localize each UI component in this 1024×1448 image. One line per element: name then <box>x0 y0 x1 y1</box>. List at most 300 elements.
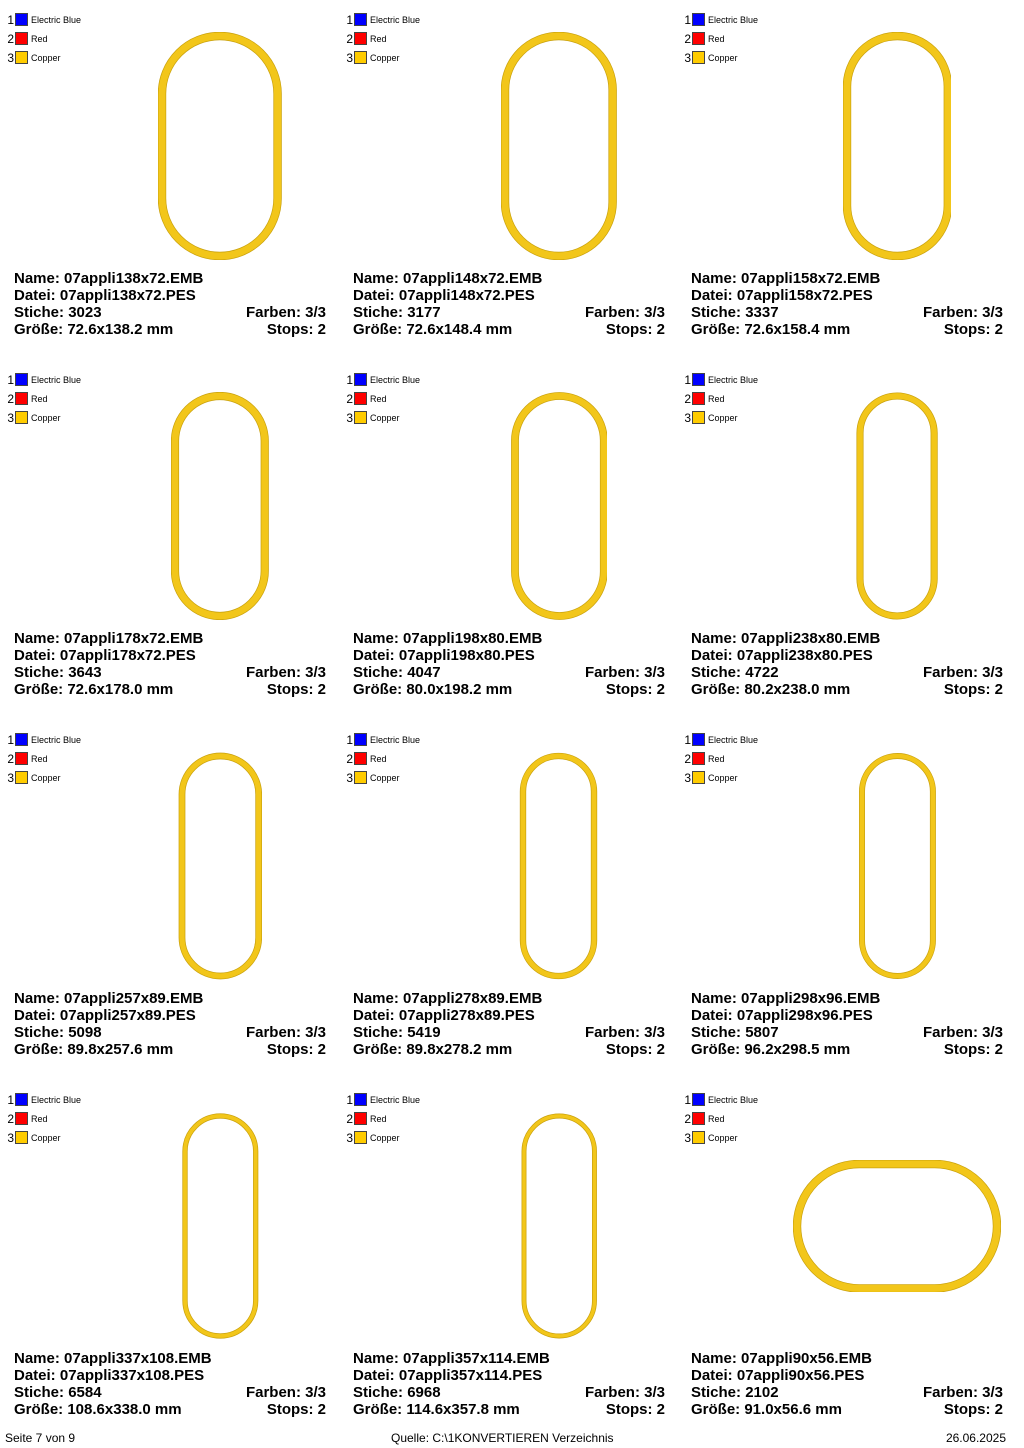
stitch-count-label: Stiche: <box>691 304 742 321</box>
legend-color-name: Electric Blue <box>31 14 82 25</box>
stop-count-label: Stops: <box>266 321 314 338</box>
color-legend <box>6 1090 81 1147</box>
color-swatch <box>692 1093 705 1106</box>
design-info <box>14 270 326 338</box>
design-size-label: Größe: <box>353 321 403 338</box>
legend-color-name: Copper <box>31 412 61 423</box>
stop-count-label: Stops: <box>943 1041 991 1058</box>
color-count <box>923 664 1003 681</box>
color-swatch <box>354 1131 367 1144</box>
design-file-label: Datei: <box>691 287 733 304</box>
design-size <box>353 1041 512 1058</box>
legend-color-name: Electric Blue <box>708 374 759 385</box>
design-info <box>353 990 665 1058</box>
color-count <box>246 304 326 321</box>
stop-count <box>606 681 665 698</box>
color-swatch <box>15 1131 28 1144</box>
color-legend <box>345 1090 420 1147</box>
stop-count-value: 2 <box>656 681 665 698</box>
color-legend <box>345 370 420 427</box>
legend-item <box>345 370 420 389</box>
color-count-value: 3/3 <box>305 304 326 321</box>
legend-item <box>345 389 420 408</box>
legend-item <box>345 29 420 48</box>
color-swatch <box>692 1131 705 1144</box>
color-legend <box>6 10 81 67</box>
color-count-value: 3/3 <box>982 1384 1003 1401</box>
design-file-label: Datei: <box>691 1007 733 1024</box>
legend-item <box>683 749 758 768</box>
info-line <box>691 1350 1003 1367</box>
color-count-label: Farben: <box>922 664 978 681</box>
info-line <box>691 647 1003 664</box>
color-legend <box>6 370 81 427</box>
info-line <box>353 270 665 287</box>
color-count-value: 3/3 <box>644 304 665 321</box>
design-size-value: 96.2x298.5 mm <box>744 1041 851 1058</box>
color-legend <box>345 730 420 787</box>
legend-number: 2 <box>7 31 14 46</box>
info-line <box>691 630 1003 647</box>
stitch-count-value: 5098 <box>68 1024 102 1041</box>
design-name-label: Name: <box>353 270 399 287</box>
design-size-label: Größe: <box>14 681 64 698</box>
color-legend <box>683 1090 758 1147</box>
legend-number: 1 <box>346 1092 353 1107</box>
design-name-label: Name: <box>14 1350 60 1367</box>
info-line <box>691 1401 1003 1418</box>
design-file <box>14 287 196 304</box>
design-card <box>339 720 677 1080</box>
stop-count-label: Stops: <box>605 1041 653 1058</box>
stop-count-value: 2 <box>994 321 1003 338</box>
legend-item <box>345 1109 420 1128</box>
legend-color-name: Copper <box>370 1132 400 1143</box>
stitch-count <box>691 1384 779 1401</box>
color-count <box>923 304 1003 321</box>
legend-color-name: Copper <box>31 772 61 783</box>
legend-number: 3 <box>7 410 14 425</box>
legend-item <box>6 1128 81 1147</box>
legend-color-name: Red <box>708 393 725 404</box>
legend-item <box>6 1109 81 1128</box>
color-count-value: 3/3 <box>982 1024 1003 1041</box>
legend-color-name: Copper <box>708 772 738 783</box>
info-line <box>353 287 665 304</box>
color-swatch <box>354 392 367 405</box>
legend-number: 3 <box>7 770 14 785</box>
stop-count-value: 2 <box>656 321 665 338</box>
design-file-value: 07appli278x89.PES <box>398 1007 535 1024</box>
color-count-label: Farben: <box>245 1024 301 1041</box>
applique-outline-shape <box>171 392 269 620</box>
design-file <box>353 1367 542 1384</box>
design-name <box>14 270 203 287</box>
design-size <box>14 681 173 698</box>
design-file-value: 07appli298x96.PES <box>736 1007 873 1024</box>
legend-color-name: Red <box>708 33 725 44</box>
color-count-label: Farben: <box>584 1024 640 1041</box>
color-swatch <box>354 411 367 424</box>
design-name-value: 07appli90x56.EMB <box>741 1350 872 1367</box>
stop-count-value: 2 <box>317 1401 326 1418</box>
stitch-count <box>14 1024 102 1041</box>
color-count <box>246 664 326 681</box>
design-info <box>14 990 326 1058</box>
info-line <box>353 321 665 338</box>
legend-item <box>6 10 81 29</box>
color-count-value: 3/3 <box>305 664 326 681</box>
legend-number: 1 <box>7 372 14 387</box>
design-size <box>691 1401 842 1418</box>
info-line <box>14 990 326 1007</box>
color-swatch <box>692 752 705 765</box>
stitch-count-value: 6968 <box>407 1384 441 1401</box>
applique-outline-shape <box>843 32 952 260</box>
design-name <box>353 630 542 647</box>
design-card <box>0 720 338 1080</box>
design-size-value: 80.2x238.0 mm <box>744 681 851 698</box>
source-path: Quelle: C:\1KONVERTIEREN Verzeichnis <box>391 1431 614 1445</box>
legend-color-name: Red <box>31 33 48 44</box>
legend-item <box>345 408 420 427</box>
design-size-label: Größe: <box>353 681 403 698</box>
color-swatch <box>692 32 705 45</box>
design-name-label: Name: <box>353 630 399 647</box>
design-file-label: Datei: <box>353 647 395 664</box>
design-file-value: 07appli198x80.PES <box>398 647 535 664</box>
color-swatch <box>15 392 28 405</box>
legend-item <box>345 1090 420 1109</box>
design-size <box>353 681 512 698</box>
color-count-label: Farben: <box>245 1384 301 1401</box>
design-info <box>353 1350 665 1418</box>
info-line <box>14 1401 326 1418</box>
design-name-label: Name: <box>691 1350 737 1367</box>
color-count <box>246 1024 326 1041</box>
design-name <box>14 990 203 1007</box>
design-name-label: Name: <box>353 1350 399 1367</box>
info-line <box>14 647 326 664</box>
color-count-value: 3/3 <box>982 304 1003 321</box>
design-file-value: 07appli148x72.PES <box>398 287 535 304</box>
stop-count-value: 2 <box>994 681 1003 698</box>
design-size-label: Größe: <box>14 1041 64 1058</box>
design-file <box>353 1007 535 1024</box>
legend-item <box>6 370 81 389</box>
stitch-count-label: Stiche: <box>353 664 404 681</box>
design-size-label: Größe: <box>691 1041 741 1058</box>
stitch-count-value: 3177 <box>407 304 441 321</box>
stitch-count <box>691 304 779 321</box>
legend-number: 3 <box>346 1130 353 1145</box>
legend-item <box>683 29 758 48</box>
color-swatch <box>15 1112 28 1125</box>
design-file <box>691 287 873 304</box>
stop-count <box>944 321 1003 338</box>
info-line <box>691 1041 1003 1058</box>
design-name-value: 07appli357x114.EMB <box>403 1350 550 1367</box>
design-name-label: Name: <box>14 270 60 287</box>
design-file <box>691 1007 873 1024</box>
legend-number: 1 <box>7 732 14 747</box>
stop-count-value: 2 <box>317 1041 326 1058</box>
stitch-count-label: Stiche: <box>353 1384 404 1401</box>
info-line <box>691 321 1003 338</box>
legend-item <box>683 408 758 427</box>
design-name-value: 07appli337x108.EMB <box>64 1350 212 1367</box>
design-file <box>353 287 535 304</box>
design-size <box>691 321 850 338</box>
applique-outline-shape <box>856 392 938 620</box>
color-legend <box>6 730 81 787</box>
design-card <box>677 720 1015 1080</box>
color-legend <box>683 370 758 427</box>
design-name <box>691 1350 872 1367</box>
info-line <box>353 990 665 1007</box>
stop-count-label: Stops: <box>266 681 314 698</box>
stop-count-label: Stops: <box>943 321 991 338</box>
info-line <box>353 304 665 321</box>
color-count-value: 3/3 <box>982 664 1003 681</box>
legend-number: 2 <box>346 391 353 406</box>
info-line <box>14 270 326 287</box>
legend-number: 3 <box>684 1130 691 1145</box>
legend-color-name: Electric Blue <box>31 374 82 385</box>
info-line <box>353 1024 665 1041</box>
legend-color-name: Copper <box>708 52 738 63</box>
print-date: 26.06.2025 <box>945 1431 1006 1445</box>
design-size <box>353 1401 520 1418</box>
page-number: Seite 7 von 9 <box>5 1431 76 1445</box>
design-file-label: Datei: <box>353 1007 395 1024</box>
legend-item <box>345 48 420 67</box>
legend-number: 1 <box>684 732 691 747</box>
legend-color-name: Copper <box>370 52 400 63</box>
info-line <box>353 1350 665 1367</box>
legend-number: 3 <box>346 770 353 785</box>
legend-number: 3 <box>346 410 353 425</box>
design-file-label: Datei: <box>353 287 395 304</box>
legend-color-name: Electric Blue <box>370 14 421 25</box>
legend-item <box>683 370 758 389</box>
stitch-count-value: 4047 <box>407 664 441 681</box>
color-count-label: Farben: <box>584 304 640 321</box>
legend-number: 1 <box>7 12 14 27</box>
color-swatch <box>15 13 28 26</box>
legend-item <box>683 48 758 67</box>
legend-item <box>345 749 420 768</box>
legend-color-name: Electric Blue <box>708 1094 759 1105</box>
design-info <box>14 630 326 698</box>
legend-color-name: Red <box>31 753 48 764</box>
color-count <box>246 1384 326 1401</box>
color-swatch <box>15 733 28 746</box>
color-swatch <box>354 13 367 26</box>
legend-number: 2 <box>684 751 691 766</box>
legend-color-name: Red <box>31 393 48 404</box>
design-name <box>691 270 880 287</box>
color-count-value: 3/3 <box>305 1024 326 1041</box>
legend-number: 1 <box>684 12 691 27</box>
legend-color-name: Red <box>708 1113 725 1124</box>
design-file-value: 07appli337x108.PES <box>59 1367 205 1384</box>
info-line <box>691 681 1003 698</box>
stitch-count-label: Stiche: <box>353 1024 404 1041</box>
legend-color-name: Red <box>370 1113 387 1124</box>
design-size-label: Größe: <box>353 1041 403 1058</box>
design-file-label: Datei: <box>14 287 56 304</box>
stitch-count <box>14 1384 102 1401</box>
design-info <box>353 630 665 698</box>
design-file <box>691 1367 864 1384</box>
color-swatch <box>354 752 367 765</box>
applique-outline-shape <box>511 392 608 620</box>
design-card <box>339 360 677 720</box>
legend-number: 1 <box>7 1092 14 1107</box>
design-card <box>677 360 1015 720</box>
design-size-label: Größe: <box>14 321 64 338</box>
stop-count-label: Stops: <box>943 1401 991 1418</box>
design-file <box>691 647 873 664</box>
design-size-label: Größe: <box>14 1401 64 1418</box>
info-line <box>14 1367 326 1384</box>
stitch-count-value: 5419 <box>407 1024 441 1041</box>
legend-item <box>6 1090 81 1109</box>
info-line <box>353 1384 665 1401</box>
design-file-label: Datei: <box>14 1367 56 1384</box>
legend-color-name: Red <box>708 753 725 764</box>
design-size-value: 89.8x278.2 mm <box>406 1041 513 1058</box>
stop-count-label: Stops: <box>266 1401 314 1418</box>
legend-item <box>345 1128 420 1147</box>
legend-number: 3 <box>7 50 14 65</box>
design-name-label: Name: <box>691 630 737 647</box>
legend-number: 1 <box>346 732 353 747</box>
color-swatch <box>354 373 367 386</box>
stop-count-label: Stops: <box>605 681 653 698</box>
info-line <box>14 287 326 304</box>
design-size <box>691 681 850 698</box>
design-file-value: 07appli178x72.PES <box>59 647 196 664</box>
stop-count-value: 2 <box>656 1401 665 1418</box>
design-size-value: 72.6x138.2 mm <box>67 321 174 338</box>
design-name <box>14 1350 212 1367</box>
design-name <box>691 990 880 1007</box>
design-name-value: 07appli238x80.EMB <box>741 630 881 647</box>
stitch-count-label: Stiche: <box>691 1384 742 1401</box>
info-line <box>353 630 665 647</box>
stop-count-label: Stops: <box>605 1401 653 1418</box>
stop-count <box>606 1401 665 1418</box>
stitch-count-value: 6584 <box>68 1384 102 1401</box>
design-name-label: Name: <box>691 270 737 287</box>
info-line <box>691 1007 1003 1024</box>
stop-count <box>944 1401 1003 1418</box>
legend-number: 3 <box>7 1130 14 1145</box>
design-card <box>0 1080 338 1440</box>
design-name <box>353 1350 550 1367</box>
legend-color-name: Electric Blue <box>31 1094 82 1105</box>
stitch-count <box>691 664 779 681</box>
info-line <box>14 304 326 321</box>
stop-count-value: 2 <box>656 1041 665 1058</box>
legend-color-name: Copper <box>708 412 738 423</box>
design-size <box>14 321 173 338</box>
color-swatch <box>354 733 367 746</box>
color-count-label: Farben: <box>922 304 978 321</box>
design-name-value: 07appli198x80.EMB <box>403 630 543 647</box>
design-size <box>14 1401 182 1418</box>
color-swatch <box>692 392 705 405</box>
design-file-value: 07appli138x72.PES <box>59 287 196 304</box>
design-file-value: 07appli238x80.PES <box>736 647 873 664</box>
stop-count <box>944 681 1003 698</box>
color-count <box>585 304 665 321</box>
legend-number: 3 <box>346 50 353 65</box>
info-line <box>353 1007 665 1024</box>
info-line <box>14 1024 326 1041</box>
legend-number: 2 <box>346 31 353 46</box>
color-count <box>585 1024 665 1041</box>
design-size-value: 72.6x158.4 mm <box>744 321 851 338</box>
design-name-value: 07appli278x89.EMB <box>403 990 543 1007</box>
stitch-count-label: Stiche: <box>691 1024 742 1041</box>
color-count-label: Farben: <box>245 304 301 321</box>
color-swatch <box>15 32 28 45</box>
design-file-label: Datei: <box>14 1007 56 1024</box>
design-name <box>353 270 542 287</box>
info-line <box>14 321 326 338</box>
info-line <box>353 681 665 698</box>
info-line <box>14 1350 326 1367</box>
design-size-label: Größe: <box>691 321 741 338</box>
color-count-label: Farben: <box>245 664 301 681</box>
design-name-value: 07appli148x72.EMB <box>403 270 543 287</box>
legend-color-name: Electric Blue <box>370 734 421 745</box>
color-count-label: Farben: <box>922 1024 978 1041</box>
design-name-label: Name: <box>691 990 737 1007</box>
info-line <box>691 304 1003 321</box>
legend-item <box>345 10 420 29</box>
color-swatch <box>692 771 705 784</box>
design-file-label: Datei: <box>691 1367 733 1384</box>
design-info <box>691 630 1003 698</box>
design-card <box>339 0 677 360</box>
info-line <box>14 1007 326 1024</box>
stop-count <box>267 1401 326 1418</box>
info-line <box>14 681 326 698</box>
color-swatch <box>692 733 705 746</box>
color-count <box>923 1384 1003 1401</box>
legend-number: 2 <box>7 751 14 766</box>
color-swatch <box>15 373 28 386</box>
design-size-value: 80.0x198.2 mm <box>406 681 513 698</box>
legend-item <box>683 389 758 408</box>
design-name <box>691 630 880 647</box>
stitch-count-label: Stiche: <box>14 1024 65 1041</box>
design-size-value: 89.8x257.6 mm <box>67 1041 174 1058</box>
design-file-value: 07appli158x72.PES <box>736 287 873 304</box>
info-line <box>691 664 1003 681</box>
applique-outline-shape <box>178 752 263 980</box>
stop-count <box>606 1041 665 1058</box>
legend-number: 3 <box>684 410 691 425</box>
info-line <box>353 1401 665 1418</box>
color-swatch <box>692 1112 705 1125</box>
design-file-label: Datei: <box>691 647 733 664</box>
legend-item <box>683 1128 758 1147</box>
